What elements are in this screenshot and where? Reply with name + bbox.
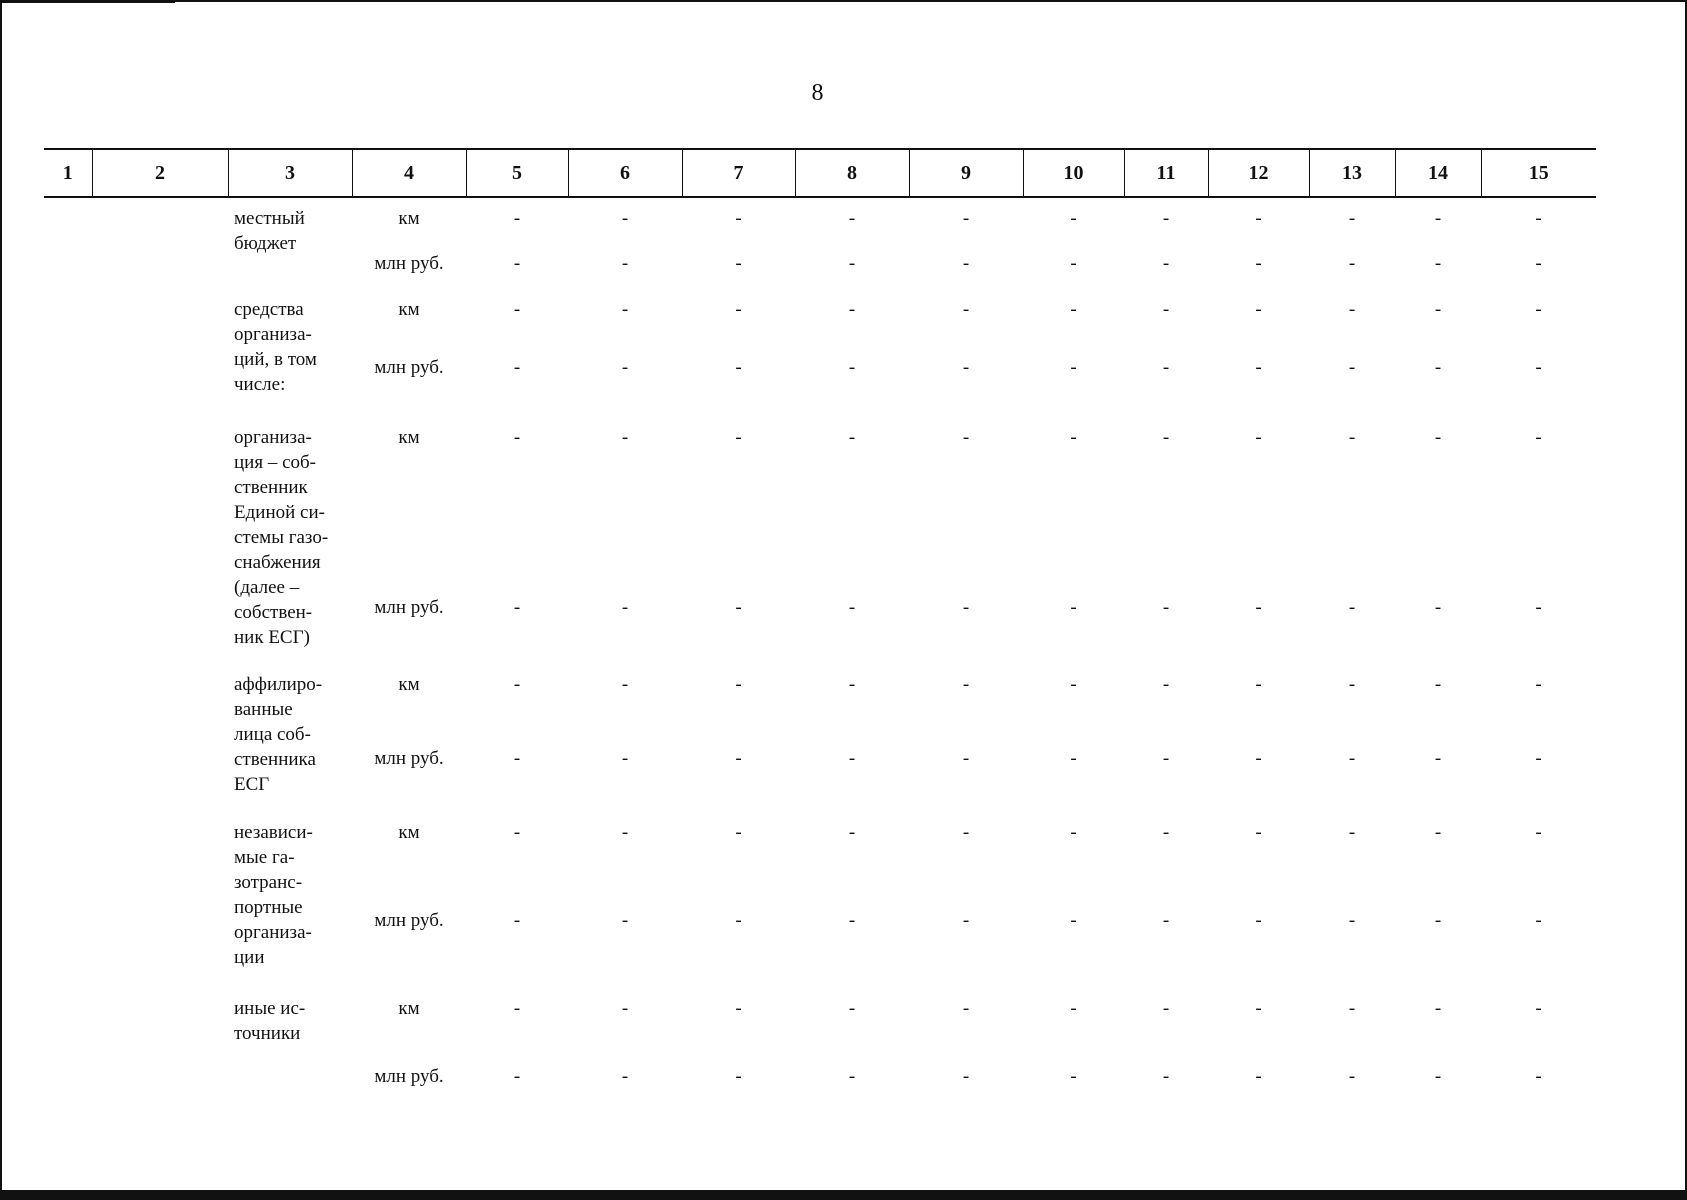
cell-empty (44, 417, 92, 542)
value-cell: - (1535, 427, 1542, 448)
funding-source-name (228, 664, 352, 812)
unit-cell: км (398, 822, 420, 843)
cell-empty (92, 988, 228, 1056)
value-cell: - (1535, 910, 1542, 931)
value-cell: - (848, 596, 856, 618)
value-cell: - (1162, 357, 1170, 378)
value-cell: - (848, 998, 856, 1019)
value-cell: - (962, 357, 970, 378)
value-cell: - (1162, 674, 1170, 695)
value-cell: - (962, 674, 970, 695)
value-cell: - (962, 998, 970, 1019)
table-body (44, 197, 1596, 1116)
header-row (44, 149, 1596, 197)
page-border-top-mark (0, 0, 175, 3)
value-cell: - (1348, 998, 1356, 1019)
funding-source-name-line: ственника (234, 749, 316, 770)
value-cell: - (1162, 822, 1170, 843)
funding-source-name (228, 417, 352, 664)
value-cell: - (735, 357, 742, 378)
value-cell: - (1348, 674, 1356, 695)
cell-empty (44, 738, 92, 812)
table-header (44, 149, 1596, 197)
page-border-bottom (0, 1190, 1687, 1200)
value-cell: - (513, 674, 521, 695)
cell-empty (44, 347, 92, 417)
value-cell: - (621, 596, 629, 618)
value-cell: - (735, 748, 742, 769)
column-header-12: 12 (1208, 149, 1309, 197)
column-header-9: 9 (909, 149, 1023, 197)
value-cell: - (1070, 674, 1077, 695)
funding-source-name-line: организа- (234, 922, 312, 943)
value-cell: - (1162, 253, 1170, 274)
value-cell: - (735, 910, 742, 931)
value-cell: - (1434, 596, 1442, 618)
value-cell: - (1070, 1066, 1077, 1087)
value-cell: - (1070, 910, 1077, 931)
value-cell: - (621, 822, 629, 843)
value-cell: - (848, 674, 856, 695)
column-header-13: 13 (1309, 149, 1395, 197)
column-header-6: 6 (568, 149, 682, 197)
cell-empty (44, 542, 92, 664)
value-cell: - (1348, 357, 1356, 378)
value-cell: - (1434, 299, 1442, 320)
funding-source-name-line: снабжения (234, 552, 321, 573)
value-cell: - (1070, 596, 1077, 618)
cell-empty (44, 243, 92, 289)
value-cell: - (1255, 910, 1262, 931)
value-cell: - (1255, 674, 1262, 695)
column-header-10: 10 (1023, 149, 1124, 197)
value-cell: - (1348, 822, 1356, 843)
funding-source-name-line: организа- (234, 324, 312, 345)
value-cell: - (1434, 357, 1442, 378)
cell-empty (44, 988, 92, 1056)
funding-source-name-line: Единой си- (234, 502, 325, 523)
value-cell: - (1535, 822, 1542, 843)
funding-source-name-line: числе: (234, 374, 286, 395)
value-cell: - (735, 208, 742, 229)
value-cell: - (1434, 253, 1442, 274)
funding-source-name (228, 289, 352, 417)
value-cell: - (1070, 299, 1077, 320)
funding-source-name (228, 197, 352, 289)
unit-cell: км (398, 299, 420, 320)
value-cell: - (1434, 748, 1442, 769)
column-header-4: 4 (352, 149, 466, 197)
cell-empty (44, 812, 92, 900)
funding-source-name-line: ванные (234, 699, 293, 720)
funding-source-name-line: ции (234, 947, 265, 968)
value-cell: - (1162, 299, 1170, 320)
value-cell: - (848, 427, 856, 448)
data-table (44, 148, 1596, 1116)
value-cell: - (621, 299, 629, 320)
cell-empty (92, 197, 228, 243)
value-cell: - (848, 299, 856, 320)
value-cell: - (735, 596, 742, 618)
unit-cell: млн руб. (374, 596, 444, 618)
value-cell: - (1255, 596, 1262, 618)
value-cell: - (735, 1066, 742, 1087)
value-cell: - (1535, 253, 1542, 274)
funding-source-name-line: стемы газо- (234, 527, 329, 548)
value-cell: - (848, 748, 856, 769)
unit-cell: млн руб. (374, 910, 444, 931)
funding-source-name-line: ция – соб- (234, 452, 317, 473)
funding-source-name-line: ник ЕСГ) (234, 627, 310, 648)
cell-empty (44, 1056, 92, 1116)
value-cell: - (962, 253, 970, 274)
value-cell: - (962, 299, 970, 320)
value-cell: - (1162, 998, 1170, 1019)
column-header-3: 3 (228, 149, 352, 197)
value-cell: - (1434, 910, 1442, 931)
value-cell: - (621, 357, 629, 378)
value-cell: - (513, 427, 521, 448)
value-cell: - (735, 253, 742, 274)
value-cell: - (848, 1066, 856, 1087)
value-cell: - (621, 674, 629, 695)
table-row (44, 664, 1596, 738)
cell-empty (92, 347, 228, 417)
table-row (44, 289, 1596, 347)
value-cell: - (513, 299, 521, 320)
value-cell: - (848, 208, 856, 229)
value-cell: - (1255, 1066, 1262, 1087)
value-cell: - (735, 427, 742, 448)
funding-source-name-line: местный (234, 208, 305, 229)
value-cell: - (1348, 253, 1356, 274)
cell-empty (92, 243, 228, 289)
value-cell: - (1070, 208, 1077, 229)
table-row (44, 197, 1596, 243)
unit-cell: км (398, 998, 420, 1019)
value-cell: - (1255, 299, 1262, 320)
value-cell: - (513, 748, 521, 769)
column-header-14: 14 (1395, 149, 1481, 197)
funding-source-name (228, 988, 352, 1116)
cell-empty (92, 738, 228, 812)
value-cell: - (848, 357, 856, 378)
column-header-2: 2 (92, 149, 228, 197)
unit-cell: км (398, 674, 420, 695)
value-cell: - (1535, 748, 1542, 769)
unit-cell: км (398, 427, 420, 448)
value-cell: - (735, 299, 742, 320)
value-cell: - (513, 998, 521, 1019)
value-cell: - (735, 822, 742, 843)
value-cell: - (1162, 208, 1170, 229)
value-cell: - (513, 596, 521, 618)
column-header-1: 1 (44, 149, 92, 197)
table-row (44, 417, 1596, 542)
funding-source-name-line: зотранс- (234, 872, 303, 893)
unit-cell: км (398, 208, 420, 229)
value-cell: - (621, 998, 629, 1019)
value-cell: - (1070, 822, 1077, 843)
value-cell: - (1255, 253, 1262, 274)
cell-empty (92, 417, 228, 542)
value-cell: - (513, 208, 521, 229)
funding-source-name-line: ЕСГ (234, 774, 270, 795)
value-cell: - (1535, 357, 1542, 378)
value-cell: - (962, 822, 970, 843)
value-cell: - (621, 253, 629, 274)
column-header-5: 5 (466, 149, 568, 197)
value-cell: - (735, 998, 742, 1019)
funding-source-name-line: лица соб- (234, 724, 311, 745)
cell-empty (92, 289, 228, 347)
funding-source-name-line: точники (234, 1023, 301, 1044)
cell-empty (44, 197, 92, 243)
value-cell: - (1348, 299, 1356, 320)
value-cell: - (1162, 748, 1170, 769)
value-cell: - (1070, 748, 1077, 769)
value-cell: - (962, 596, 970, 618)
cell-empty (92, 542, 228, 664)
value-cell: - (1348, 748, 1356, 769)
funding-source-name-line: собствен- (234, 602, 313, 623)
value-cell: - (1535, 596, 1542, 618)
unit-cell: млн руб. (374, 1066, 444, 1087)
value-cell: - (848, 253, 856, 274)
funding-source-name-line: (далее – (234, 577, 300, 598)
value-cell: - (962, 910, 970, 931)
value-cell: - (962, 427, 970, 448)
value-cell: - (621, 910, 629, 931)
value-cell: - (1070, 427, 1077, 448)
cell-empty (92, 900, 228, 988)
column-header-8: 8 (795, 149, 909, 197)
funding-source-name-line: ций, в том (234, 349, 317, 370)
funding-source-name-line: организа- (234, 427, 312, 448)
value-cell: - (848, 910, 856, 931)
column-header-15: 15 (1481, 149, 1596, 197)
page-number: 8 (811, 80, 824, 106)
value-cell: - (735, 674, 742, 695)
page-border-top (0, 0, 1687, 2)
cell-empty (92, 1056, 228, 1116)
column-header-7: 7 (682, 149, 795, 197)
value-cell: - (1535, 1066, 1542, 1087)
value-cell: - (513, 357, 521, 378)
value-cell: - (621, 748, 629, 769)
value-cell: - (1255, 822, 1262, 843)
funding-source-name-line: ственник (234, 477, 308, 498)
value-cell: - (1434, 427, 1442, 448)
cell-empty (92, 664, 228, 738)
value-cell: - (1535, 299, 1542, 320)
funding-source-name-line: портные (234, 897, 303, 918)
value-cell: - (621, 427, 629, 448)
value-cell: - (1434, 822, 1442, 843)
value-cell: - (1348, 910, 1356, 931)
value-cell: - (1162, 596, 1170, 618)
value-cell: - (1434, 998, 1442, 1019)
value-cell: - (1535, 208, 1542, 229)
value-cell: - (1070, 998, 1077, 1019)
value-cell: - (962, 748, 970, 769)
value-cell: - (1255, 357, 1262, 378)
value-cell: - (1070, 253, 1077, 274)
funding-source-name-line: иные ис- (234, 998, 306, 1019)
value-cell: - (1434, 674, 1442, 695)
value-cell: - (1348, 208, 1356, 229)
unit-cell: млн руб. (374, 748, 444, 769)
unit-cell: млн руб. (374, 253, 444, 274)
page-border-left (0, 0, 2, 1200)
value-cell: - (513, 910, 521, 931)
value-cell: - (1535, 674, 1542, 695)
value-cell: - (1255, 427, 1262, 448)
table-row (44, 812, 1596, 900)
funding-source-name-line: независи- (234, 822, 313, 843)
funding-source-name-line: бюджет (234, 233, 297, 254)
column-header-11: 11 (1124, 149, 1208, 197)
value-cell: - (962, 1066, 970, 1087)
value-cell: - (621, 1066, 629, 1087)
value-cell: - (1070, 357, 1077, 378)
value-cell: - (1162, 910, 1170, 931)
value-cell: - (1348, 1066, 1356, 1087)
value-cell: - (513, 822, 521, 843)
unit-cell: млн руб. (374, 357, 444, 378)
table-row (44, 988, 1596, 1056)
cell-empty (44, 664, 92, 738)
value-cell: - (1255, 748, 1262, 769)
value-cell: - (621, 208, 629, 229)
value-cell: - (1434, 208, 1442, 229)
funding-source-name-line: средства (234, 299, 304, 320)
value-cell: - (1255, 998, 1262, 1019)
funding-source-name (228, 812, 352, 988)
value-cell: - (1162, 427, 1170, 448)
value-cell: - (1535, 998, 1542, 1019)
funding-source-name-line: аффилиро- (234, 674, 323, 695)
value-cell: - (513, 1066, 521, 1087)
cell-empty (44, 900, 92, 988)
value-cell: - (513, 253, 521, 274)
value-cell: - (1348, 596, 1356, 618)
value-cell: - (1255, 208, 1262, 229)
funding-source-name-line: мые га- (234, 847, 295, 868)
value-cell: - (1434, 1066, 1442, 1087)
value-cell: - (848, 822, 856, 843)
value-cell: - (1348, 427, 1356, 448)
value-cell: - (1162, 1066, 1170, 1087)
cell-empty (44, 289, 92, 347)
value-cell: - (962, 208, 970, 229)
cell-empty (92, 812, 228, 900)
